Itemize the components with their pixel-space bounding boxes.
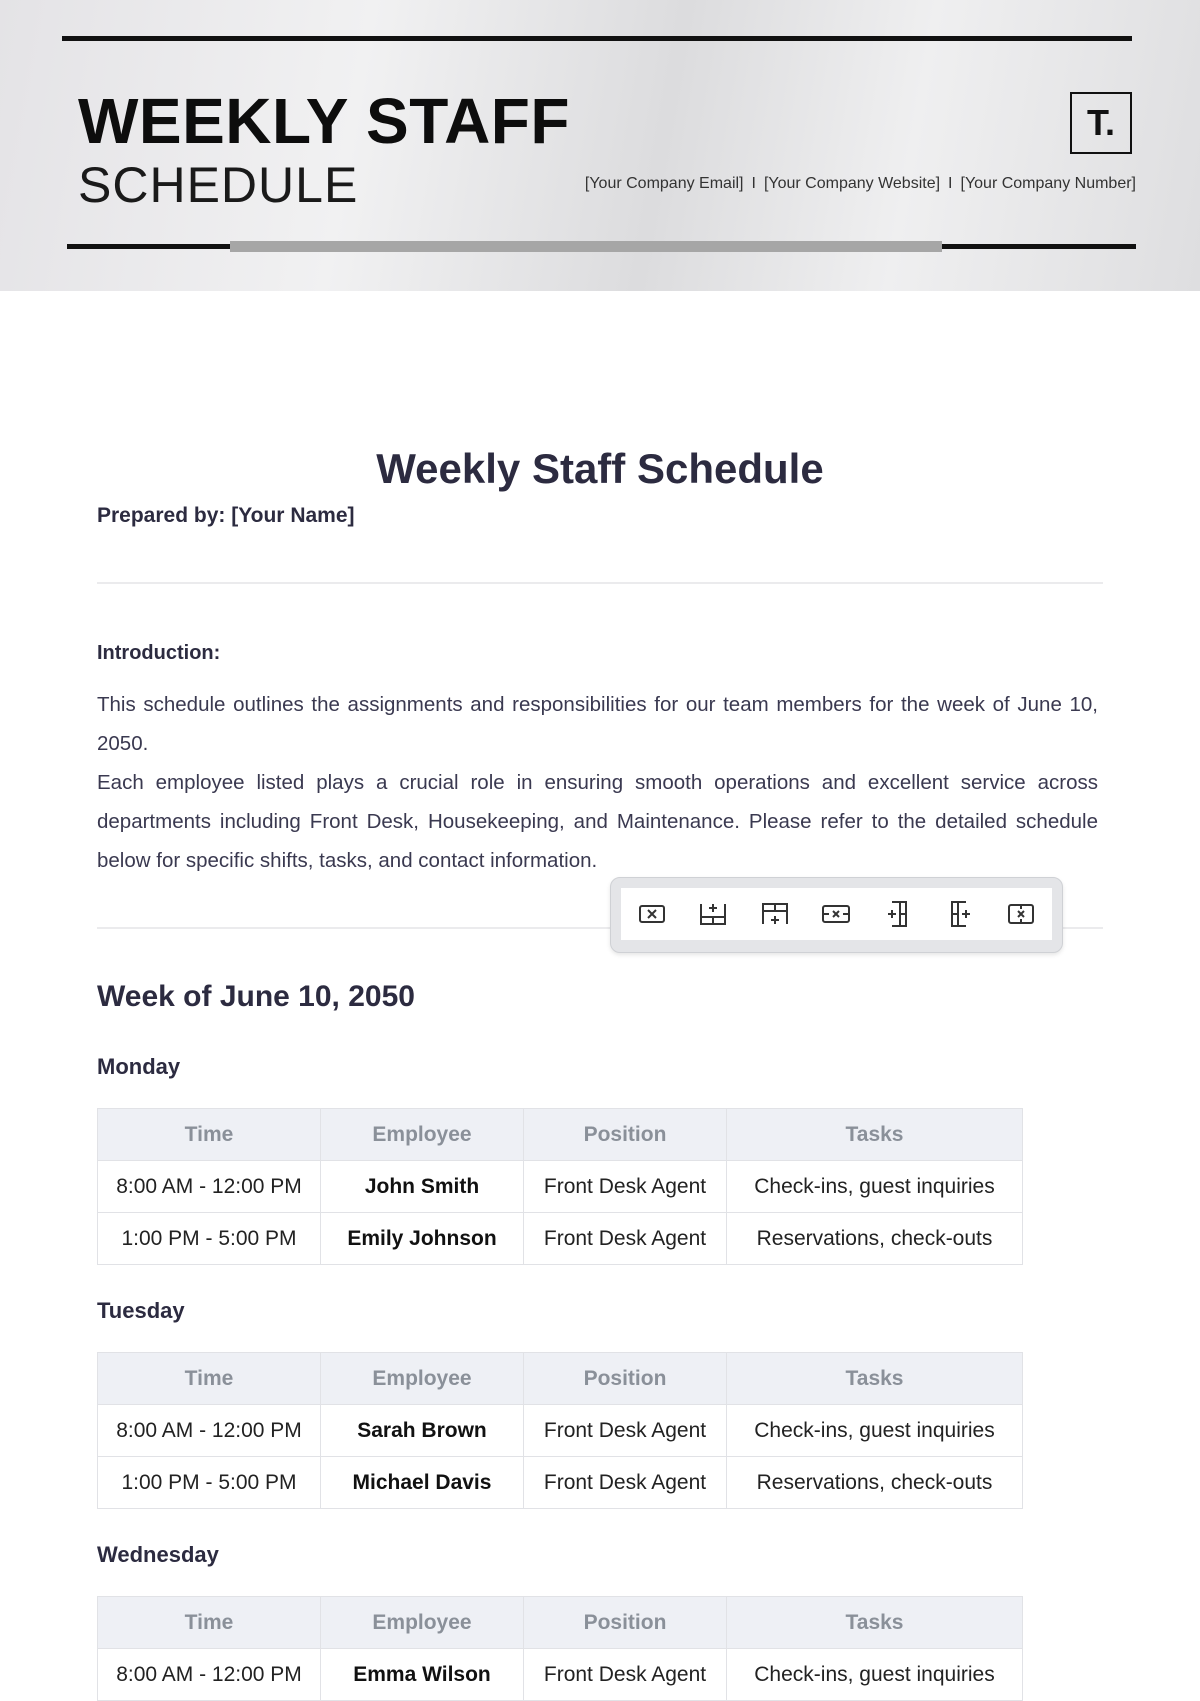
header-title: WEEKLY STAFF (78, 85, 570, 157)
tasks-cell[interactable]: Reservations, check-outs (727, 1457, 1023, 1509)
table-row (98, 1161, 1023, 1213)
introduction-text[interactable] (97, 685, 1098, 880)
table-header-row (98, 1109, 1023, 1161)
column-header[interactable]: Employee (321, 1109, 524, 1161)
company-website: [Your Company Website] (763, 175, 941, 192)
insert-column-left-icon[interactable] (881, 897, 915, 931)
table-header-row (98, 1597, 1023, 1649)
column-header[interactable]: Position (524, 1353, 727, 1405)
header-banner (0, 0, 1200, 291)
column-header[interactable]: Tasks (727, 1109, 1023, 1161)
employee-cell[interactable]: John Smith (321, 1161, 524, 1213)
table-row (98, 1405, 1023, 1457)
schedule-table-tuesday[interactable] (97, 1352, 1023, 1509)
column-header[interactable]: Time (98, 1597, 321, 1649)
insert-row-above-icon[interactable] (758, 897, 792, 931)
company-contact (585, 175, 1136, 193)
employee-cell[interactable]: Michael Davis (321, 1457, 524, 1509)
separator: I (948, 175, 953, 192)
day-heading[interactable]: Wednesday (97, 1542, 219, 1567)
time-cell[interactable]: 8:00 AM - 12:00 PM (98, 1405, 321, 1457)
header-rule-top (62, 36, 1132, 41)
table-header-row (98, 1353, 1023, 1405)
employee-cell[interactable]: Emily Johnson (321, 1213, 524, 1265)
table-row (98, 1457, 1023, 1509)
position-cell[interactable]: Front Desk Agent (524, 1649, 727, 1701)
intro-paragraph: Each employee listed plays a crucial role in ensuring smooth operations and excellent service across departments including Front Desk, Housekeeping, and Maintenance. Please refer to the detailed schedule below for specific shifts, tasks, and contact information. (97, 771, 1098, 872)
table-toolbar (610, 877, 1063, 953)
header-subtitle: SCHEDULE (78, 157, 359, 213)
position-cell[interactable]: Front Desk Agent (524, 1213, 727, 1265)
position-cell[interactable]: Front Desk Agent (524, 1457, 727, 1509)
employee-cell[interactable]: Emma Wilson (321, 1649, 524, 1701)
column-header[interactable]: Tasks (727, 1353, 1023, 1405)
employee-cell[interactable]: Sarah Brown (321, 1405, 524, 1457)
column-header[interactable]: Employee (321, 1597, 524, 1649)
tasks-cell[interactable]: Check-ins, guest inquiries (727, 1405, 1023, 1457)
insert-row-below-icon[interactable] (696, 897, 730, 931)
time-cell[interactable]: 1:00 PM - 5:00 PM (98, 1457, 321, 1509)
column-header[interactable]: Time (98, 1353, 321, 1405)
separator: I (751, 175, 756, 192)
header-accent-bar (230, 241, 942, 252)
delete-column-icon[interactable] (1004, 897, 1038, 931)
position-cell[interactable]: Front Desk Agent (524, 1405, 727, 1457)
table-row (98, 1649, 1023, 1701)
delete-table-icon[interactable] (635, 897, 669, 931)
day-heading[interactable]: Monday (97, 1054, 181, 1079)
introduction-label[interactable]: Introduction: (97, 642, 221, 664)
column-header[interactable]: Tasks (727, 1597, 1023, 1649)
time-cell[interactable]: 8:00 AM - 12:00 PM (98, 1649, 321, 1701)
column-header[interactable]: Time (98, 1109, 321, 1161)
position-cell[interactable]: Front Desk Agent (524, 1161, 727, 1213)
company-logo: T. (1070, 92, 1132, 154)
column-header[interactable]: Position (524, 1109, 727, 1161)
tasks-cell[interactable]: Check-ins, guest inquiries (727, 1649, 1023, 1701)
document-title[interactable]: Weekly Staff Schedule (376, 445, 824, 492)
schedule-table-wednesday[interactable] (97, 1596, 1023, 1701)
divider (97, 582, 1103, 584)
column-header[interactable]: Employee (321, 1353, 524, 1405)
company-number: [Your Company Number] (960, 175, 1136, 192)
prepared-by[interactable]: Prepared by: [Your Name] (97, 504, 355, 527)
time-cell[interactable]: 1:00 PM - 5:00 PM (98, 1213, 321, 1265)
delete-row-icon[interactable] (819, 897, 853, 931)
company-email: [Your Company Email] (584, 175, 744, 192)
table-row (98, 1213, 1023, 1265)
day-heading[interactable]: Tuesday (97, 1298, 185, 1323)
tasks-cell[interactable]: Check-ins, guest inquiries (727, 1161, 1023, 1213)
tasks-cell[interactable]: Reservations, check-outs (727, 1213, 1023, 1265)
insert-column-right-icon[interactable] (943, 897, 977, 931)
intro-paragraph: This schedule outlines the assignments and responsibilities for our team members for the week of June 10, 2050. (97, 693, 1098, 755)
time-cell[interactable]: 8:00 AM - 12:00 PM (98, 1161, 321, 1213)
week-heading[interactable]: Week of June 10, 2050 (97, 980, 415, 1013)
schedule-table-monday[interactable] (97, 1108, 1023, 1265)
column-header[interactable]: Position (524, 1597, 727, 1649)
